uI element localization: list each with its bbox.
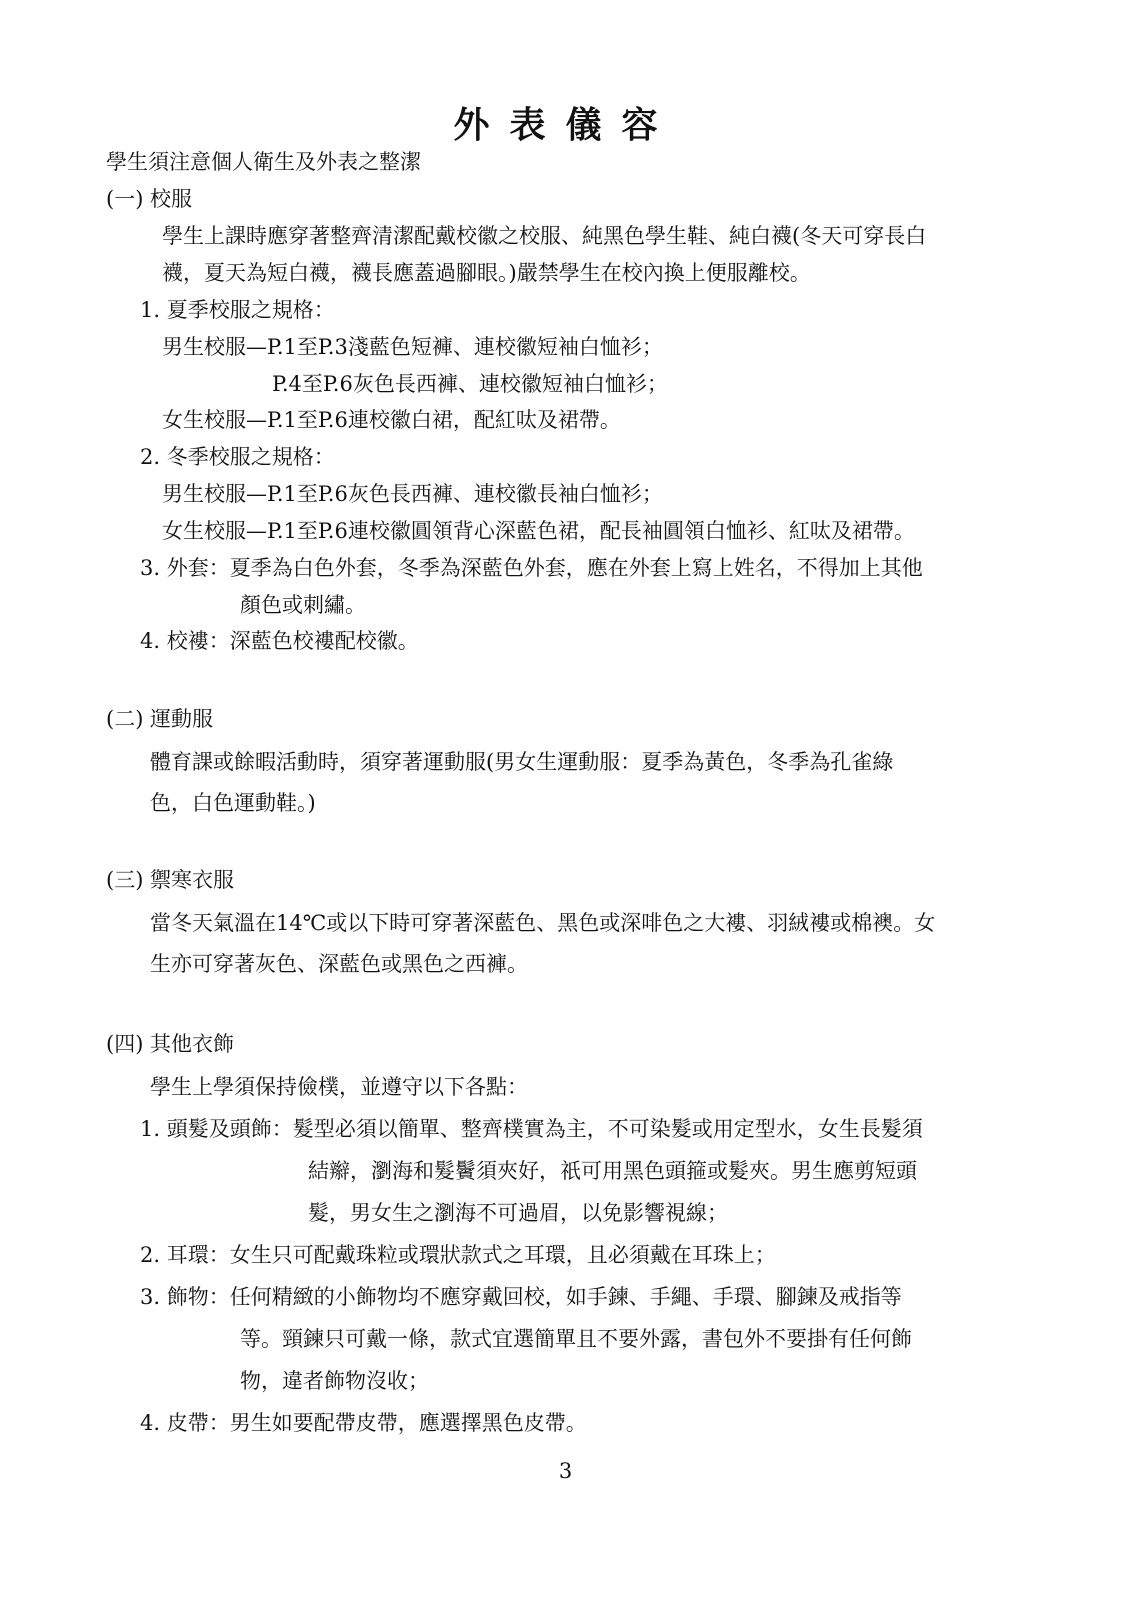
section-3-line-2: 生亦可穿著灰色、深藍色或黑色之西褲。 <box>150 952 528 976</box>
hair-item-line-2: 結辮，瀏海和髮鬢須夾好，祇可用黑色頭箍或髮夾。男生應剪短頭 <box>308 1159 917 1183</box>
accessory-item-line-3: 物，違者飾物沒收； <box>240 1369 429 1393</box>
summer-boys-uniform-line-2: P.4至P.6灰色長西褲、連校徽短袖白恤衫； <box>272 372 668 396</box>
winter-uniform-heading: 2. 冬季校服之規格： <box>140 445 335 469</box>
intro-text: 學生須注意個人衛生及外表之整潔 <box>106 150 421 174</box>
section-2-line-1: 體育課或餘暇活動時，須穿著運動服(男女生運動服：夏季為黃色，冬季為孔雀綠 <box>150 750 894 774</box>
earring-item: 2. 耳環：女生只可配戴珠粒或環狀款式之耳環，且必須戴在耳珠上； <box>140 1243 776 1267</box>
page-title: 外表儀容 <box>453 105 678 146</box>
section-1-heading: (一) 校服 <box>106 187 193 211</box>
summer-boys-uniform-line-1: 男生校服—P.1至P.3淺藍色短褲、連校徽短袖白恤衫； <box>162 335 663 359</box>
accessory-item-line-2: 等。頸鍊只可戴一條，款式宜選簡單且不要外露，書包外不要掛有任何飾 <box>240 1327 912 1351</box>
section-2-heading: (二) 運動服 <box>106 707 214 731</box>
section-4-intro: 學生上學須保持儉樸，並遵守以下各點： <box>150 1075 528 1099</box>
section-3-line-1: 當冬天氣溫在14℃或以下時可穿著深藍色、黑色或深啡色之大褸、羽絨褸或棉襖。女 <box>150 911 936 935</box>
belt-item: 4. 皮帶：男生如要配帶皮帶，應選擇黑色皮帶。 <box>140 1411 587 1435</box>
section-2-line-2: 色，白色運動鞋。) <box>150 791 316 815</box>
summer-girls-uniform: 女生校服—P.1至P.6連校徽白裙，配紅呔及裙帶。 <box>162 408 621 432</box>
section-4-heading: (四) 其他衣飾 <box>106 1032 235 1056</box>
jacket-item-line-1: 3. 外套：夏季為白色外套，冬季為深藍色外套，應在外套上寫上姓名，不得加上其他 <box>140 556 923 580</box>
winter-boys-uniform: 男生校服—P.1至P.6灰色長西褲、連校徽長袖白恤衫； <box>162 482 663 506</box>
section-1-paragraph-line-1: 學生上課時應穿著整齊清潔配戴校徽之校服、純黑色學生鞋、純白襪(冬天可穿長白 <box>162 224 927 248</box>
section-3-heading: (三) 禦寒衣服 <box>106 868 235 892</box>
jacket-item-line-2: 顏色或刺繡。 <box>240 593 366 617</box>
section-1-paragraph-line-2: 襪，夏天為短白襪，襪長應蓋過腳眼。)嚴禁學生在校內換上便服離校。 <box>162 261 811 285</box>
hair-item-line-1: 1. 頭髮及頭飾：髮型必須以簡單、整齊樸實為主，不可染髮或用定型水，女生長髮須 <box>140 1117 923 1141</box>
accessory-item-line-1: 3. 飾物：任何精緻的小飾物均不應穿戴回校，如手鍊、手繩、手環、腳鍊及戒指等 <box>140 1285 902 1309</box>
page-number: 3 <box>558 1459 573 1483</box>
coat-item: 4. 校褸：深藍色校褸配校徽。 <box>140 629 419 653</box>
winter-girls-uniform: 女生校服—P.1至P.6連校徽圓領背心深藍色裙，配長袖圓領白恤衫、紅呔及裙帶。 <box>162 519 915 543</box>
hair-item-line-3: 髮，男女生之瀏海不可過眉，以免影響視線； <box>308 1201 728 1225</box>
summer-uniform-heading: 1. 夏季校服之規格： <box>140 298 335 322</box>
